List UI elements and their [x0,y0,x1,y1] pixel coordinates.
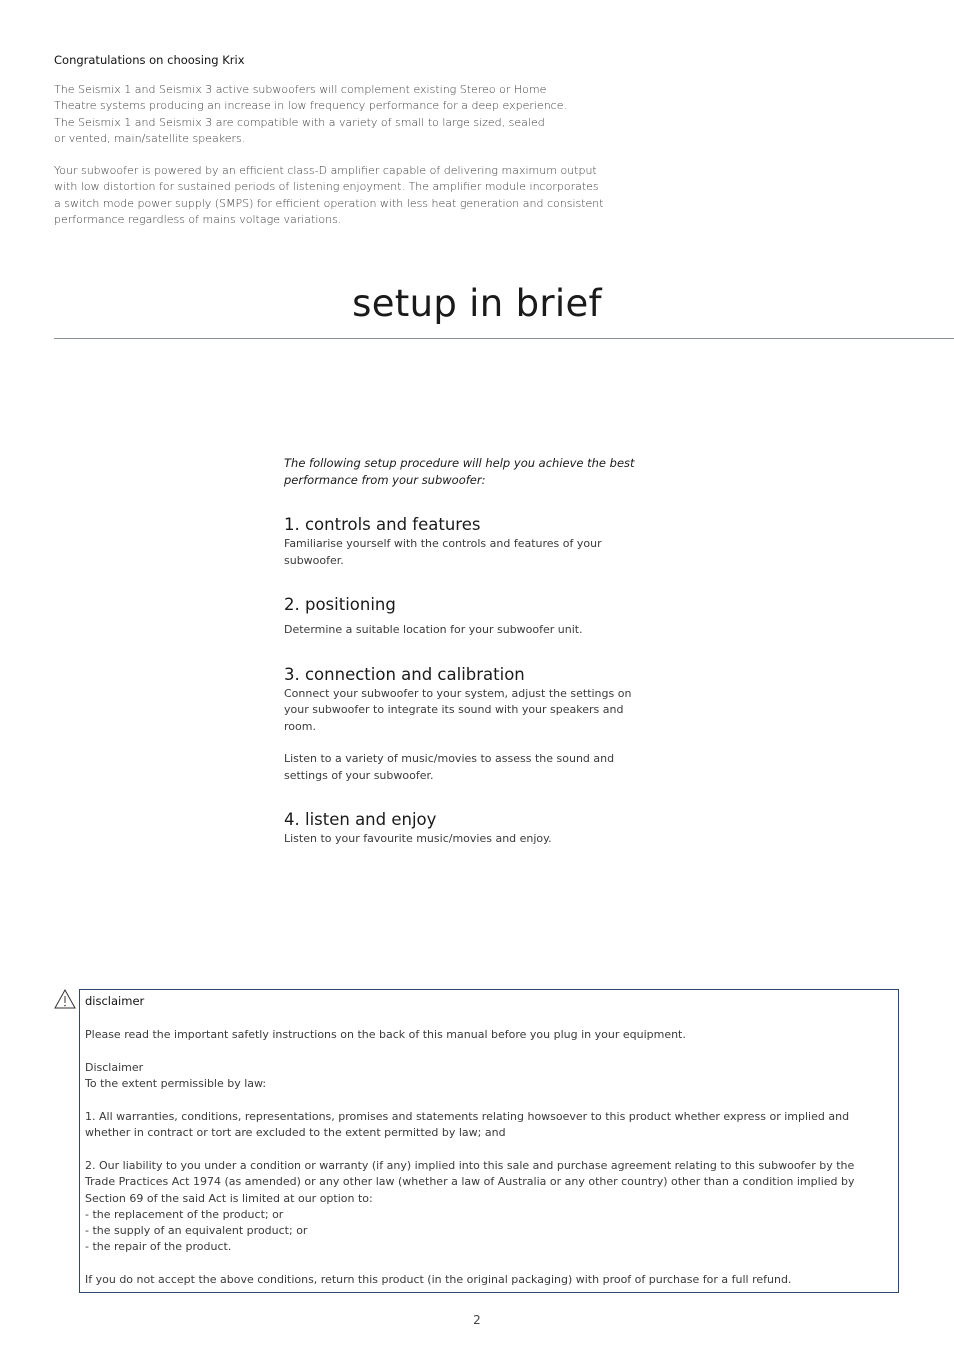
intro-paragraph: The Seismix 1 and Seismix 3 active subwoofers will complement existing Stereo or Home Theatre systems producing an increase in low frequency performance for a deep experience. The Seismix 1 and Seismix 3 are compatible with a variety of small to large sized, sealed or vented, main/satellite speakers. [54,83,567,145]
step-text: Determine a suitable location for your subwoofer unit. [284,623,583,636]
disclaimer-title: disclaimer [85,994,145,1008]
disclaimer-box [79,989,899,1293]
warning-triangle-icon [54,989,76,1009]
step-heading: 2. positioning [284,595,396,614]
page-number: 2 [473,1313,481,1327]
intro-heading: Congratulations on choosing Krix [54,53,245,67]
step-heading: 4. listen and enjoy [284,810,437,829]
intro-section [54,52,654,244]
step-listen-enjoy [284,810,664,848]
disclaimer-paragraph: 2. Our liability to you under a condition or warranty (if any) implied into this sale and purchase agreement relating to this subwoofer by the Trade Practices Act 1974 (as amended) or any other law (whether a law of Australia or any other country) other than a condition implied by Section 69 of the said Act is limited at our option to: - the replacement of the product; or - the supply of an equivalent product; or - the repair of the product. [85,1158,855,1254]
step-text: Familiarise yourself with the controls and features of your subwoofer. [284,537,602,567]
step-connection-calibration [284,665,664,785]
step-heading: 1. controls and features [284,515,481,534]
step-text: Connect your subwoofer to your system, adjust the settings on your subwoofer to integrate its sound with your speakers and room. [284,686,632,733]
step-positioning [284,595,664,639]
page-title: setup in brief [352,282,602,325]
step-text: Listen to your favourite music/movies and enjoy. [284,832,552,845]
disclaimer-paragraph: Please read the important safetly instructions on the back of this manual before you plug in your equipment. [85,1028,686,1041]
title-divider [54,338,954,339]
step-heading: 3. connection and calibration [284,664,525,684]
steps-intro: The following setup procedure will help you achieve the best performance from your subwoofer: [284,456,635,487]
intro-paragraph: Your subwoofer is powered by an efficient class-D amplifier capable of delivering maximum output with low distortion for sustained periods of listening enjoyment. The amplifier module incorporates a switch mode power supply (SMPS) for efficient operation with less heat generation and consistent performance regardless of mains voltage variations. [54,164,604,227]
disclaimer-paragraph: If you do not accept the above conditions, return this product (in the original packaging) with proof of purchase for a full refund. [85,1273,792,1287]
step-text: Listen to a variety of music/movies to assess the sound and settings of your subwoofer. [284,752,615,782]
disclaimer-paragraph: Disclaimer To the extent permissible by law: [85,1060,267,1091]
step-controls-features [284,515,664,569]
setup-steps [284,455,664,868]
disclaimer-paragraph: 1. All warranties, conditions, representations, promises and statements relating howsoever to this product whether express or implied and whether in contract or tort are excluded to the extent permitted by law; and [85,1109,850,1140]
